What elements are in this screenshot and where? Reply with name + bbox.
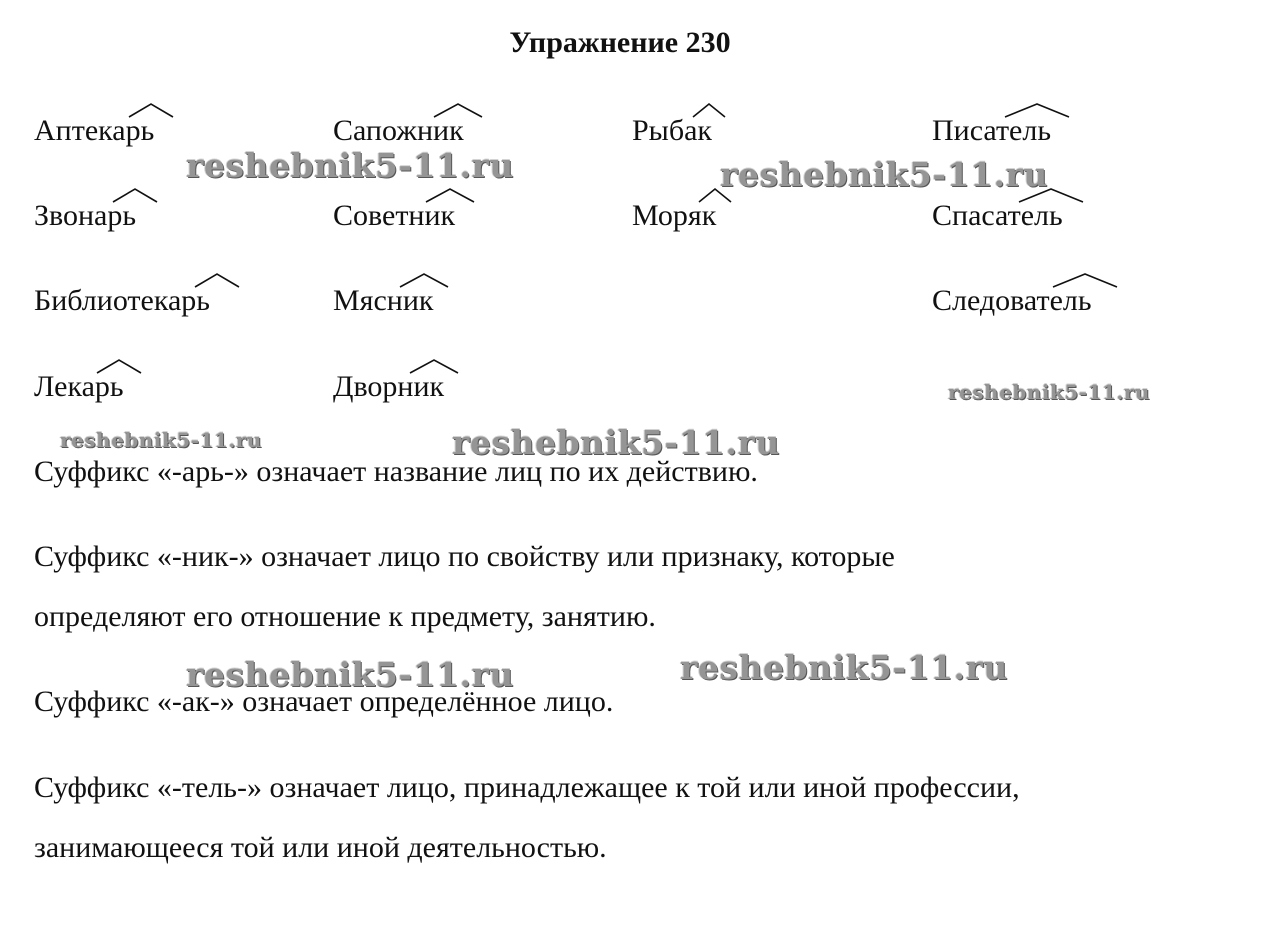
word-sapozhnik: Сапожник	[333, 116, 464, 146]
watermark: reshebnik5-11.ru	[680, 648, 1008, 687]
suffix-arc-icon	[194, 272, 240, 288]
paragraph-nik: Суффикс «-ник-» означает лицо по свойству или признаку, которые определяют его отношение к предмету, занятию.	[34, 540, 895, 633]
suffix-arc-icon	[399, 272, 449, 288]
watermark: reshebnik5-11.ru	[60, 428, 262, 452]
word-zvonar: Звонарь	[34, 201, 136, 231]
word-lekar: Лекарь	[34, 372, 124, 402]
word-sovetnik: Советник	[333, 201, 455, 231]
watermark: reshebnik5-11.ru	[720, 155, 1048, 194]
suffix-arc-icon	[1004, 102, 1070, 118]
word-spasatel: Спасатель	[932, 201, 1063, 231]
paragraph-ar: Суффикс «-арь-» означает название лиц по их действию.	[34, 455, 758, 488]
word-rybak: Рыбак	[632, 116, 712, 146]
suffix-arc-icon	[96, 358, 142, 374]
word-sledovatel: Следователь	[932, 286, 1092, 316]
word-bibliotekar: Библиотекарь	[34, 286, 210, 316]
suffix-arc-icon	[112, 187, 158, 203]
word-aptekar: Аптекарь	[34, 116, 154, 146]
watermark: reshebnik5-11.ru	[948, 380, 1150, 404]
paragraph-ak: Суффикс «-ак-» означает определённое лицо.	[34, 685, 614, 718]
watermark: reshebnik5-11.ru	[186, 146, 514, 185]
word-pisatel: Писатель	[932, 116, 1051, 146]
watermark: reshebnik5-11.ru	[452, 423, 780, 462]
word-dvornik: Дворник	[333, 372, 444, 402]
word-myasnik: Мясник	[333, 286, 433, 316]
suffix-arc-icon	[433, 102, 483, 118]
suffix-arc-icon	[128, 102, 174, 118]
suffix-arc-icon	[692, 102, 726, 118]
watermark: reshebnik5-11.ru	[186, 655, 514, 694]
suffix-arc-icon	[1052, 272, 1118, 288]
word-moryak: Моряк	[632, 201, 716, 231]
suffix-arc-icon	[425, 187, 475, 203]
paragraph-tel: Суффикс «-тель-» означает лицо, принадлежащее к той или иной профессии, занимающееся той или иной деятельностью.	[34, 771, 1020, 864]
suffix-arc-icon	[409, 358, 459, 374]
exercise-title: Упражнение 230	[509, 26, 731, 59]
